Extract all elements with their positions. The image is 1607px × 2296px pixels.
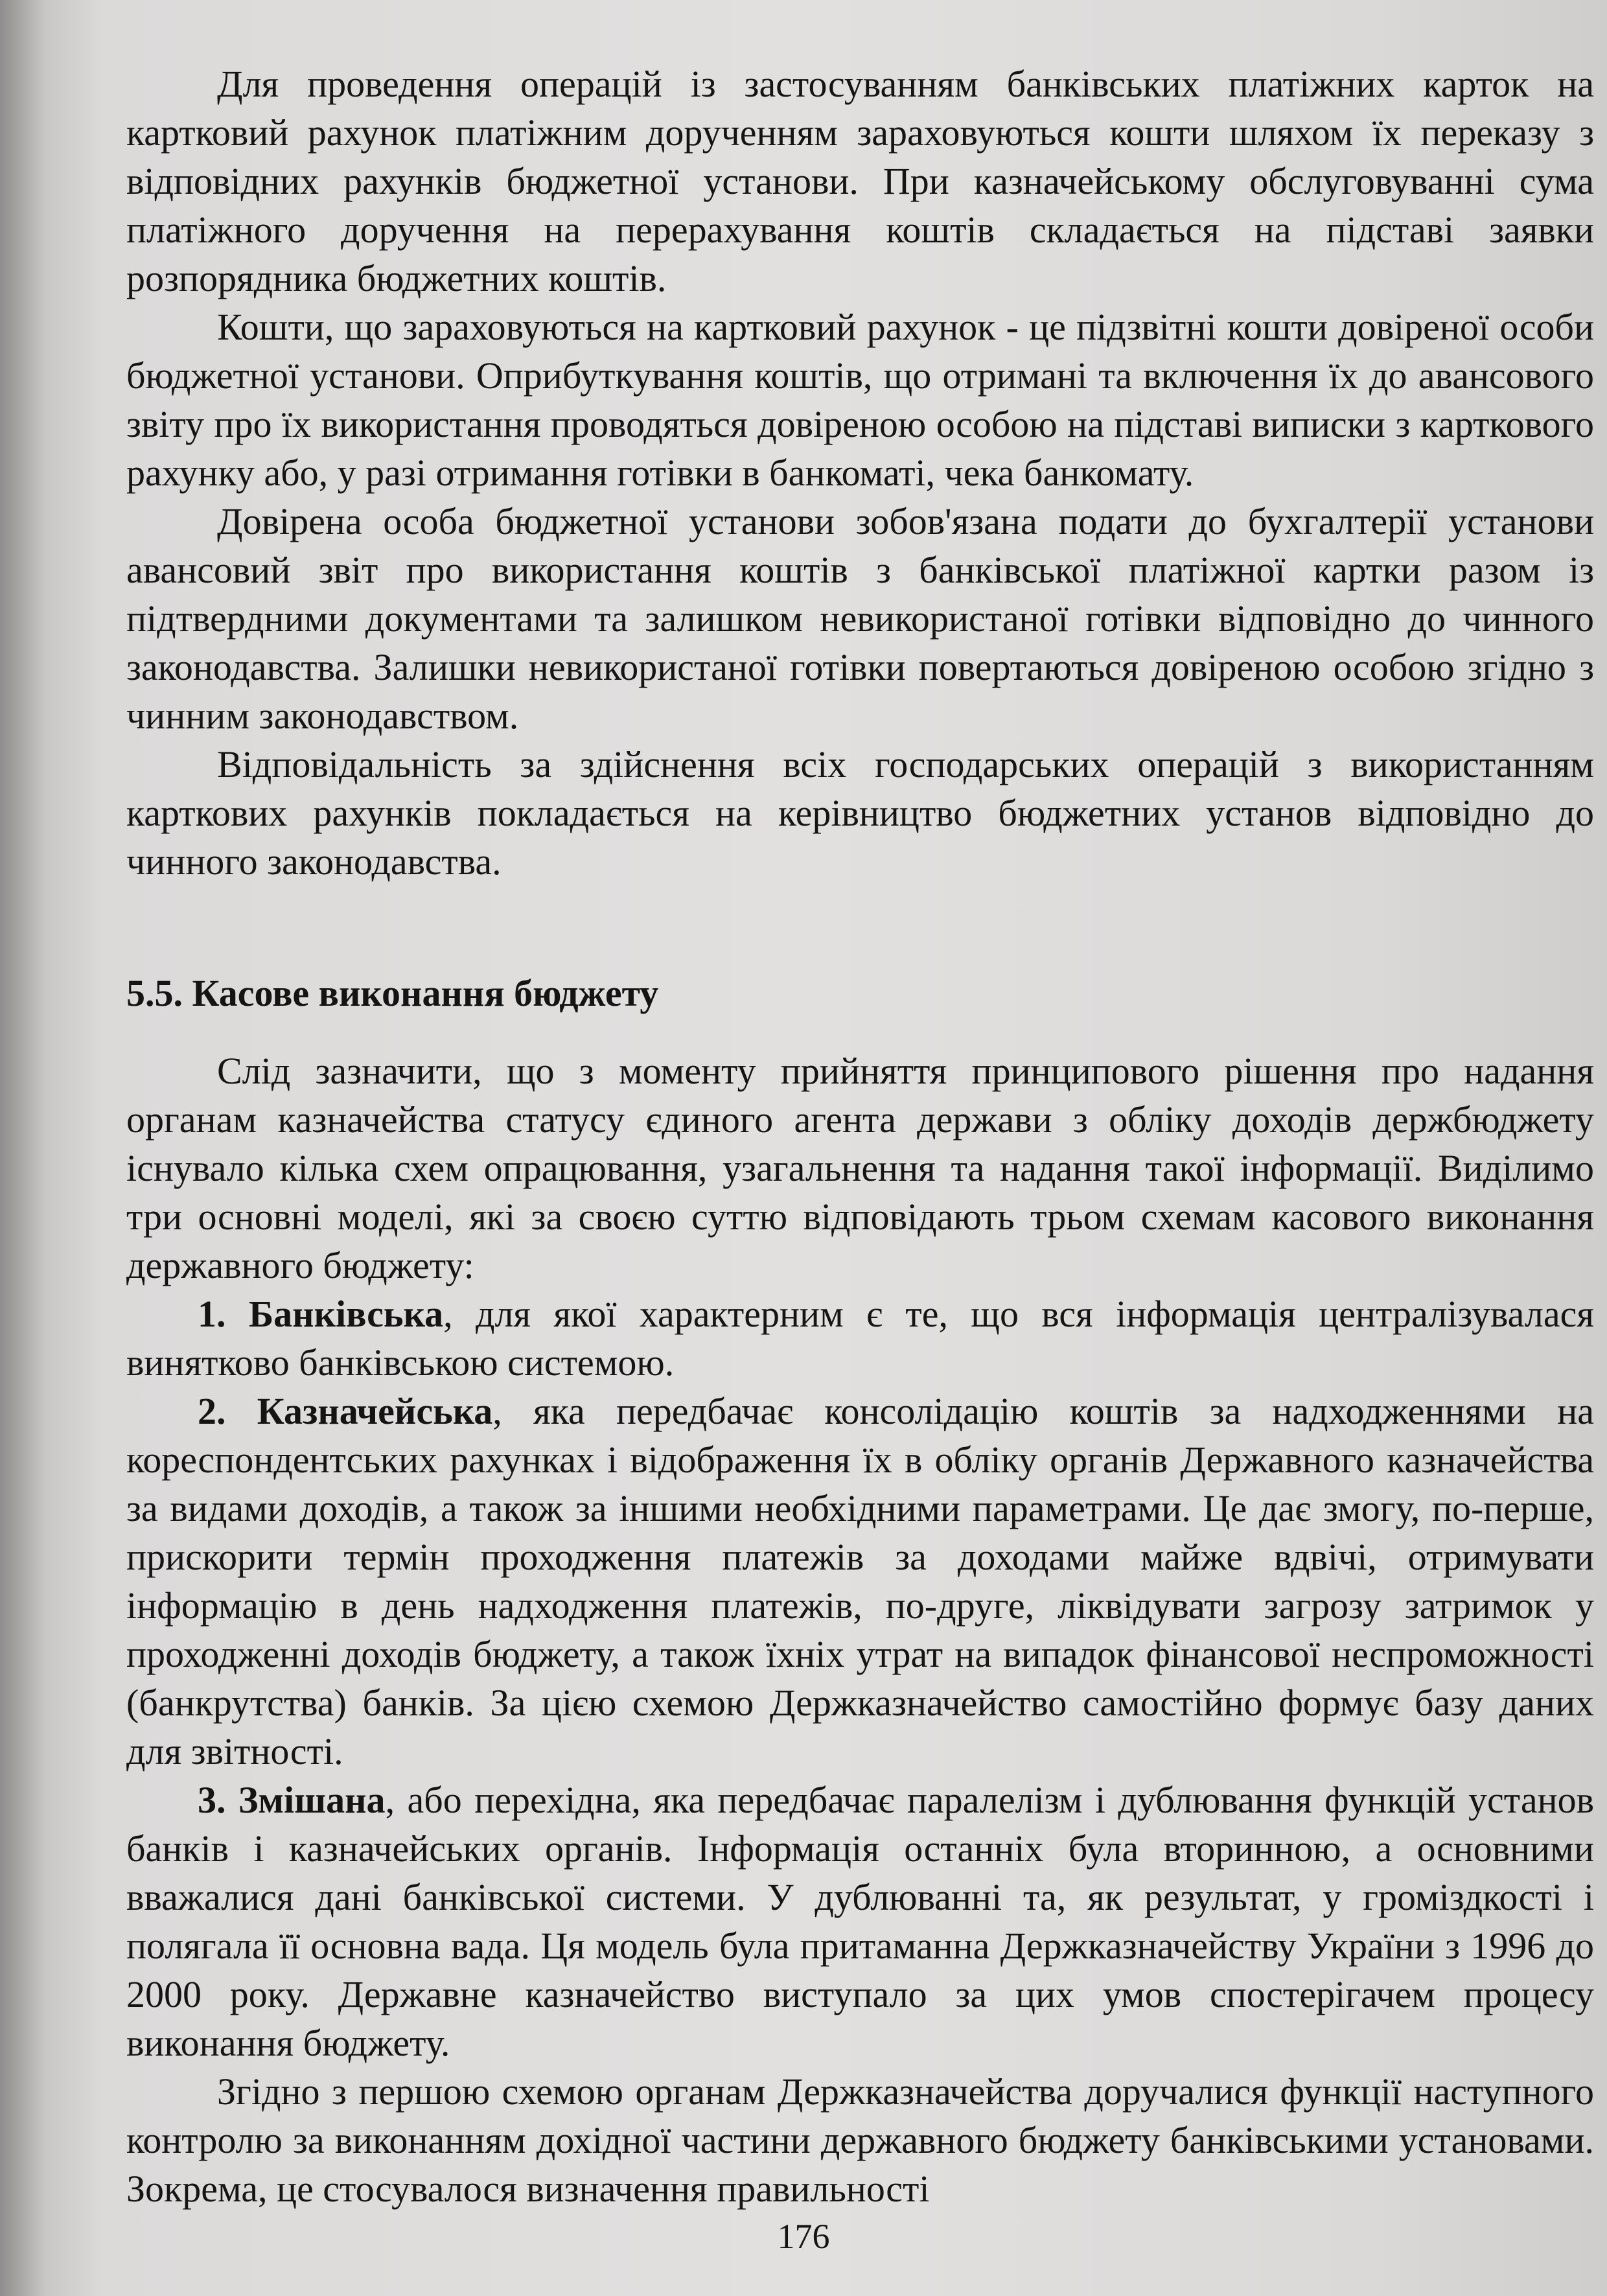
model-banking-text: , для якої характерним є те, що вся інформація централізувалася винятково банківською системою.	[126, 1293, 1595, 1384]
paragraph-intro: Слід зазначити, що з моменту прийняття принципового рішення про надання органам казначейства статусу єдиного агента держави з обліку доходів держбюджету існувало кілька схем опрацювання, узагальнення та надання такої інформації. Виділимо три основні моделі, які за своєю суттю відповідають трьом схемам касового виконання державного бюджету:	[126, 1050, 1594, 1286]
model-mixed-term: 3. Змішана	[198, 1779, 386, 1821]
page-number: 176	[777, 2217, 830, 2256]
paragraph-advance-report: Довірена особа бюджетної установи зобов'язана подати до бухгалтерії установи авансовий звіт про використання коштів з банківської платіжної картки разом із підтвердними документами та залишком невикористаної готівки відповідно до чинного законодавства. Залишки невикористаної готівки повертаються довіреною особою згідно з чинним законодавством.	[126, 500, 1594, 737]
model-treasury	[126, 1387, 1594, 1776]
paragraph-closing: Згідно з першою схемою органам Держказначейства доручалися функції наступного контролю за виконанням дохідної частини державного бюджету банківськими установами. Зокрема, це стосувалося визначення правильності	[126, 2070, 1594, 2210]
model-treasury-term: 2. Казначейська	[198, 1390, 493, 1432]
paragraph-responsibility: Відповідальність за здійснення всіх господарських операцій з використанням карткових рахунків покладається на керівництво бюджетних установ відповідно до чинного законодавства.	[126, 743, 1594, 883]
model-treasury-text: , яка передбачає консолідацію коштів за надходженнями на кореспондентських рахунках і відображення їх в обліку органів Державного казначейства за видами доходів, а також за іншими необхідними параметрами. Це дає змогу, по-перше, прискорити термін проходження платежів за доходами майже вдвічі, отримувати інформацію в день надходження платежів, по-друге, ліквідувати загрозу затримок у проходженні доходів бюджету, а також їхніх утрат на випадок фінансової неспроможності (банкрутства) банків. За цією схемою Держказначейство самостійно формує базу даних для звітності.	[126, 1390, 1594, 1772]
paragraph-card-transfer: Для проведення операцій із застосуванням банківських платіжних карток на картковий рахунок платіжним дорученням зараховуються кошти шляхом їх переказу з відповідних рахунків бюджетної установи. При казначейському обслуговуванні сума платіжного доручення на перерахування коштів складається на підставі заявки розпорядника бюджетних коштів.	[126, 63, 1594, 299]
paragraph-card-funds: Кошти, що зараховуються на картковий рахунок - це підзвітні кошти довіреної особи бюджетної установи. Оприбуткування коштів, що отримані та включення їх до авансового звіту про їх використання проводяться довіреною особою на підставі виписки з карткового рахунку або, у разі отримання готівки в банкоматі, чека банкомату.	[126, 306, 1594, 494]
model-mixed-text: , або перехідна, яка передбачає паралелізм і дублювання функцій установ банків і казначейських органів. Інформація останніх була вторинною, а основними вважалися дані банківської системи. У дублюванні та, як результат, у громіздкості і полягала її основна вада. Ця модель була притаманна Держказначейству України з 1996 до 2000 року. Державне казначейство виступало за цих умов спостерігачем процесу виконання бюджету.	[126, 1779, 1594, 2064]
page-body	[126, 60, 1594, 2213]
model-mixed	[126, 1776, 1594, 2067]
model-banking	[126, 1290, 1594, 1387]
model-banking-term: 1. Банківська	[198, 1293, 444, 1335]
section-heading: 5.5. Касове виконання бюджету	[126, 972, 659, 1014]
